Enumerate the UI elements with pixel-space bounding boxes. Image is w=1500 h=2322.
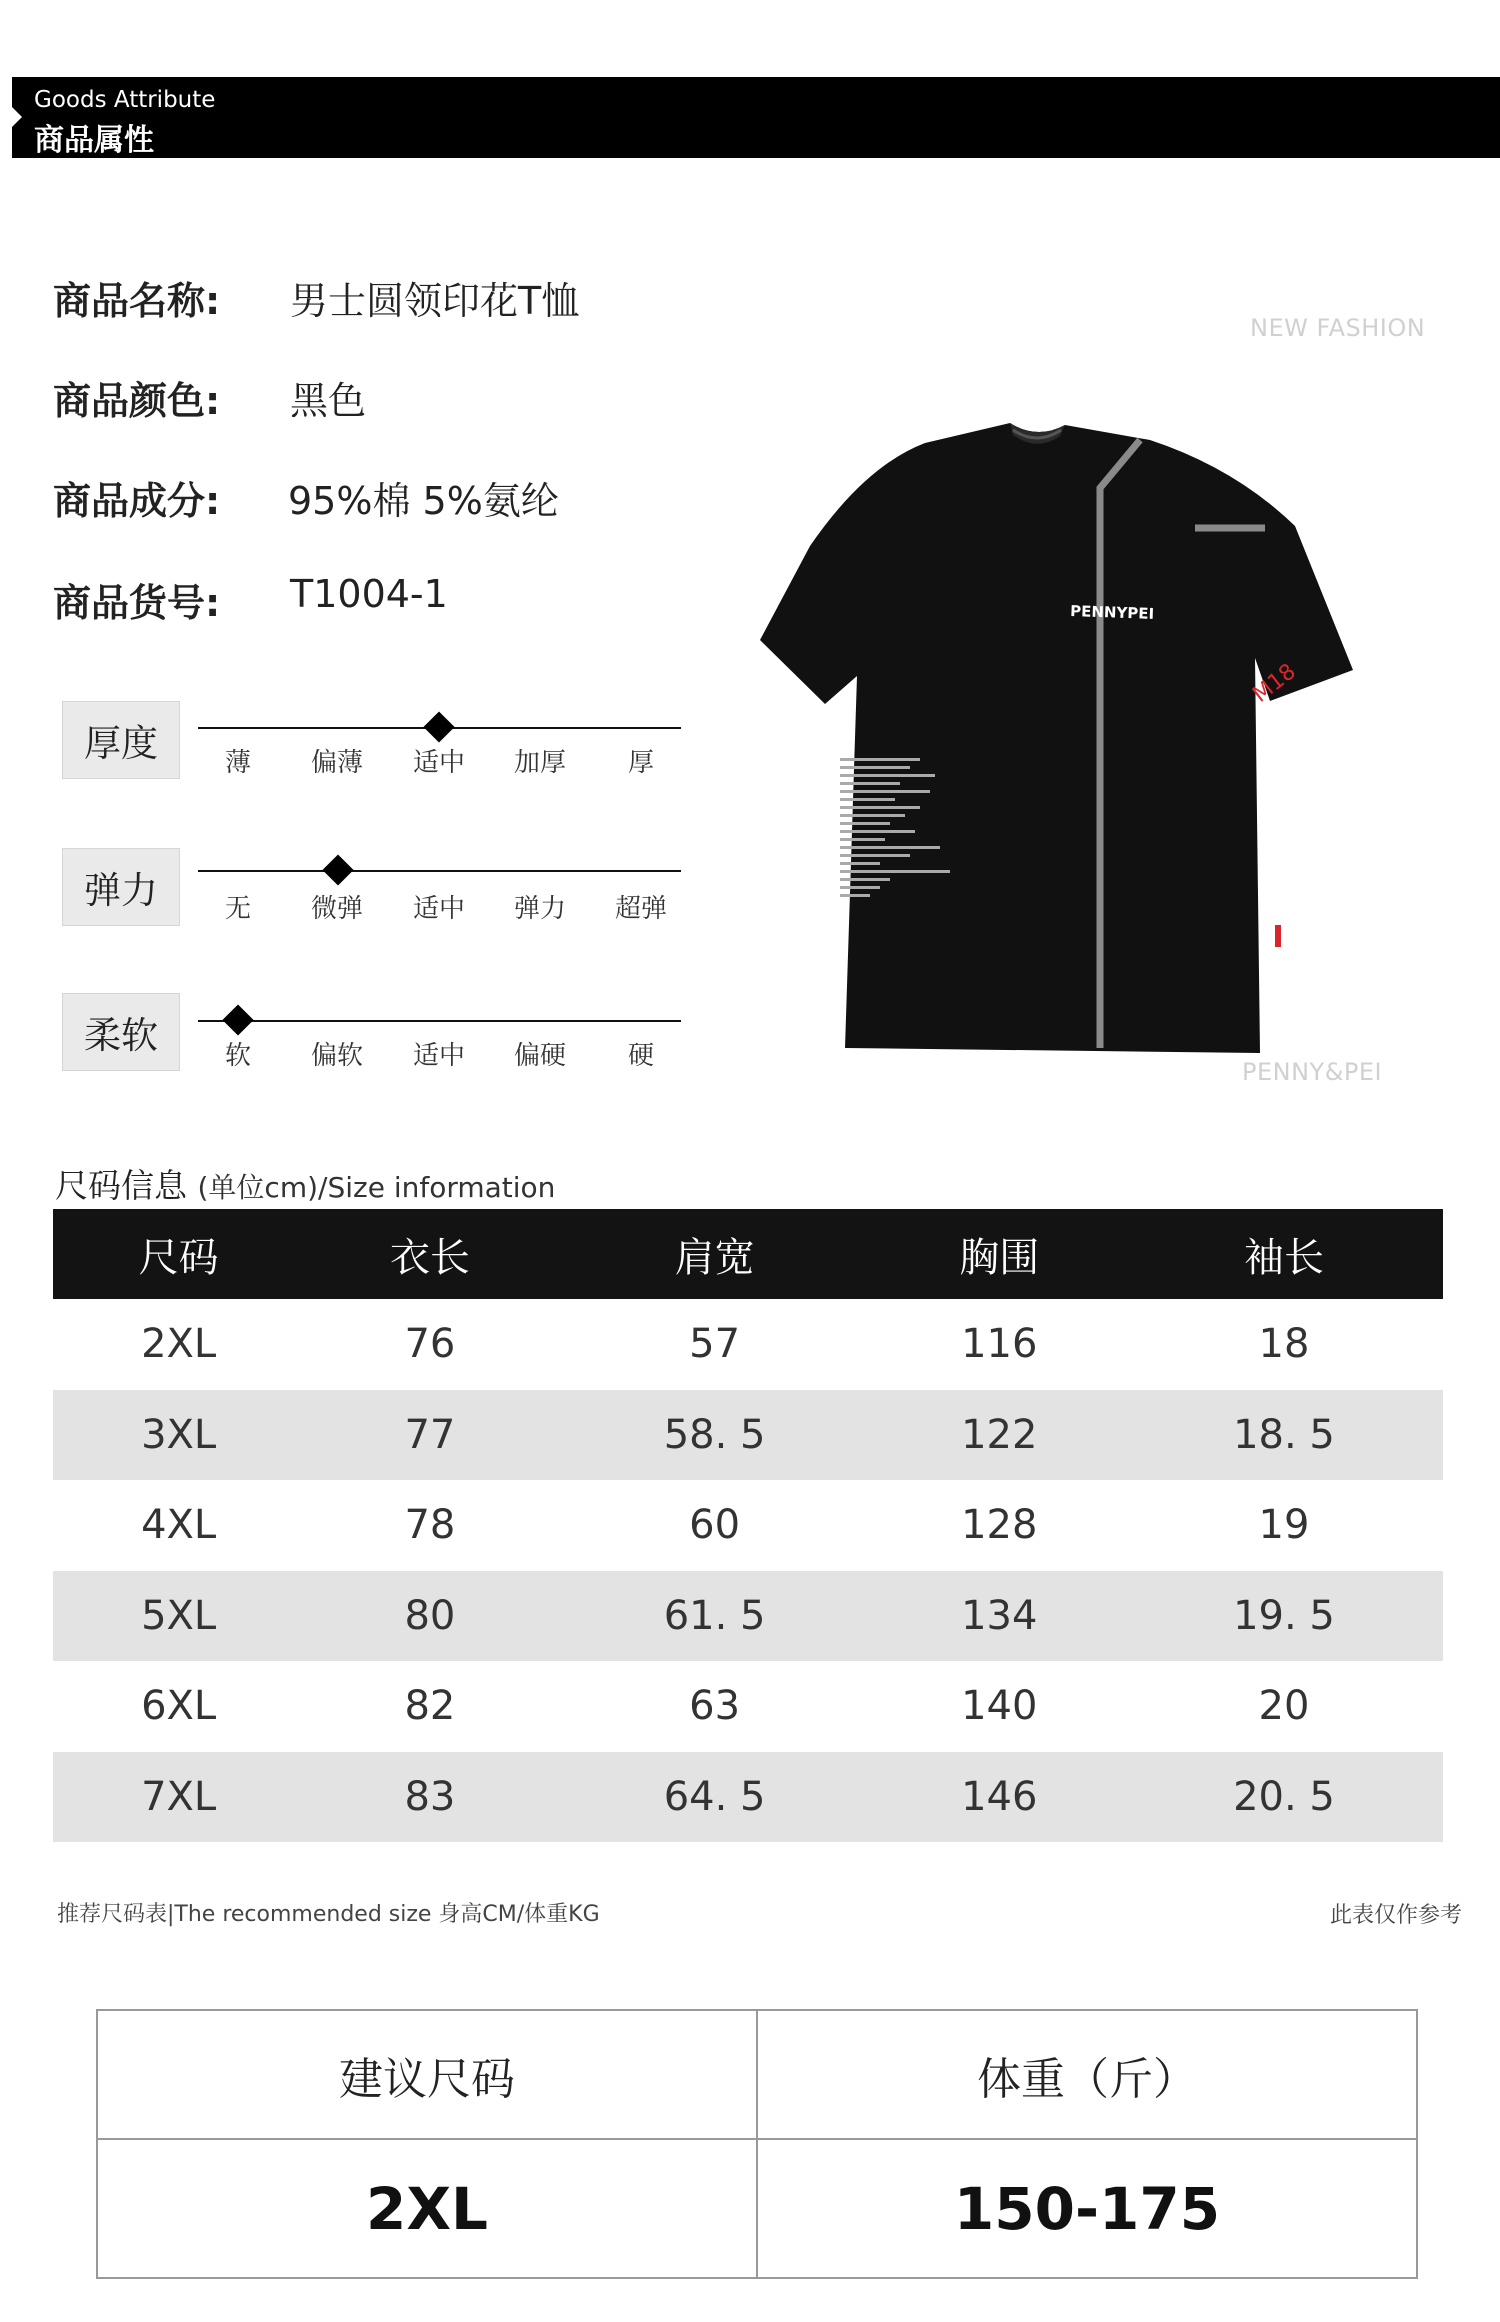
cell-length: 80 xyxy=(304,1571,555,1662)
cell-sleeve: 20. 5 xyxy=(1125,1752,1443,1843)
header-sleeve: 袖长 xyxy=(1125,1209,1443,1299)
header-arrow-icon xyxy=(12,107,22,127)
table-row xyxy=(53,1390,1443,1481)
table-row xyxy=(97,2139,1417,2278)
header-chest: 胸围 xyxy=(874,1209,1125,1299)
softness-tick: 硬 xyxy=(627,1041,654,1071)
cell-size: 2XL xyxy=(141,1321,217,1368)
header-suggested-size: 建议尺码 xyxy=(97,2010,757,2139)
softness-label: 柔软 xyxy=(62,993,180,1071)
attr-material-value: 95%棉 5%氨纶 xyxy=(288,479,559,523)
watermark-brand: PENNY&PEI xyxy=(1242,1058,1383,1086)
tshirt-sleeve-print: M18 xyxy=(1248,659,1301,708)
cell-size: 4XL xyxy=(141,1502,217,1549)
size-table-header xyxy=(53,1209,1443,1299)
cell-chest: 116 xyxy=(961,1321,1038,1368)
tshirt-body xyxy=(760,423,1353,1053)
cell-shoulder: 60 xyxy=(689,1502,741,1549)
attr-sku-label: 商品货号: xyxy=(53,581,221,625)
header-shoulder: 肩宽 xyxy=(556,1209,874,1299)
attr-name-value: 男士圆领印花T恤 xyxy=(290,279,580,323)
attr-material-label: 商品成分: xyxy=(53,479,221,523)
recommended-size-table xyxy=(96,2009,1418,2279)
cell-shoulder: 64. 5 xyxy=(556,1752,874,1843)
table-row xyxy=(53,1752,1443,1843)
cell-shoulder: 58. 5 xyxy=(556,1390,874,1481)
cell-size: 7XL xyxy=(53,1752,304,1843)
cell-weight-range: 150-175 xyxy=(757,2139,1417,2278)
size-info-unit: (单位cm)/Size information xyxy=(197,1171,556,1204)
attr-name-label: 商品名称: xyxy=(53,279,221,323)
thickness-tick: 适中 xyxy=(412,748,465,778)
cell-chest: 128 xyxy=(961,1502,1038,1549)
elasticity-scale xyxy=(198,870,681,872)
elasticity-marker xyxy=(322,854,353,885)
header-size: 尺码 xyxy=(53,1209,304,1299)
header-title-en: Goods Attribute xyxy=(34,87,216,113)
elasticity-tick: 弹力 xyxy=(513,894,566,924)
recommended-size-title: 推荐尺码表|The recommended size 身高CM/体重KG xyxy=(57,1902,600,1927)
softness-tick: 软 xyxy=(224,1041,251,1071)
cell-sleeve: 19 xyxy=(1258,1502,1310,1549)
cell-suggested-size: 2XL xyxy=(97,2139,757,2278)
thickness-tick: 厚 xyxy=(627,748,654,778)
attr-color-value: 黑色 xyxy=(290,379,367,423)
thickness-marker xyxy=(423,711,454,742)
thickness-tick: 加厚 xyxy=(513,748,566,778)
cell-shoulder: 61. 5 xyxy=(556,1571,874,1662)
elasticity-tick: 无 xyxy=(224,894,251,924)
table-row xyxy=(53,1661,1443,1752)
cell-sleeve: 18 xyxy=(1258,1321,1310,1368)
table-row xyxy=(53,1480,1443,1571)
size-info-title xyxy=(55,1160,555,1207)
cell-sleeve: 20 xyxy=(1258,1683,1310,1730)
header-accent xyxy=(0,77,12,158)
thickness-tick: 偏薄 xyxy=(310,748,363,778)
softness-tick: 偏硬 xyxy=(513,1041,566,1071)
cell-sleeve: 19. 5 xyxy=(1125,1571,1443,1662)
cell-size: 3XL xyxy=(53,1390,304,1481)
cell-size: 6XL xyxy=(141,1683,217,1730)
header-weight: 体重（斤） xyxy=(757,2010,1417,2139)
tshirt-red-tag xyxy=(1275,925,1281,947)
softness-scale xyxy=(198,1020,681,1022)
thickness-tick: 薄 xyxy=(224,748,251,778)
cell-length: 77 xyxy=(304,1390,555,1481)
cell-chest: 134 xyxy=(874,1571,1125,1662)
recommended-table-header xyxy=(97,2010,1417,2139)
cell-length: 82 xyxy=(404,1683,456,1730)
cell-chest: 146 xyxy=(874,1752,1125,1843)
softness-marker xyxy=(222,1004,253,1035)
cell-chest: 122 xyxy=(874,1390,1125,1481)
elasticity-label: 弹力 xyxy=(62,848,180,926)
watermark-new-fashion: NEW FASHION xyxy=(1250,314,1426,342)
tshirt-chest-print: PENNYPEI xyxy=(1069,602,1155,623)
product-tshirt-image xyxy=(755,408,1355,1058)
elasticity-tick: 适中 xyxy=(412,894,465,924)
cell-length: 83 xyxy=(304,1752,555,1843)
cell-length: 76 xyxy=(404,1321,456,1368)
cell-sleeve: 18. 5 xyxy=(1125,1390,1443,1481)
cell-shoulder: 63 xyxy=(689,1683,741,1730)
softness-tick: 偏软 xyxy=(310,1041,363,1071)
elasticity-tick: 超弹 xyxy=(614,894,667,924)
header-length: 衣长 xyxy=(304,1209,555,1299)
header-title-zh: 商品属性 xyxy=(34,123,154,158)
cell-chest: 140 xyxy=(961,1683,1038,1730)
softness-tick: 适中 xyxy=(412,1041,465,1071)
table-row xyxy=(53,1571,1443,1662)
attr-color-label: 商品颜色: xyxy=(53,379,221,423)
thickness-label: 厚度 xyxy=(62,701,180,779)
table-row xyxy=(53,1299,1443,1390)
elasticity-tick: 微弹 xyxy=(310,894,363,924)
cell-length: 78 xyxy=(404,1502,456,1549)
recommended-size-note: 此表仅作参考 xyxy=(1329,1903,1462,1928)
attr-sku-value: T1004-1 xyxy=(290,572,448,616)
cell-size: 5XL xyxy=(53,1571,304,1662)
cell-shoulder: 57 xyxy=(689,1321,741,1368)
header-bar xyxy=(0,77,1500,158)
size-table xyxy=(53,1209,1443,1842)
size-info-title-zh: 尺码信息 xyxy=(55,1166,187,1205)
